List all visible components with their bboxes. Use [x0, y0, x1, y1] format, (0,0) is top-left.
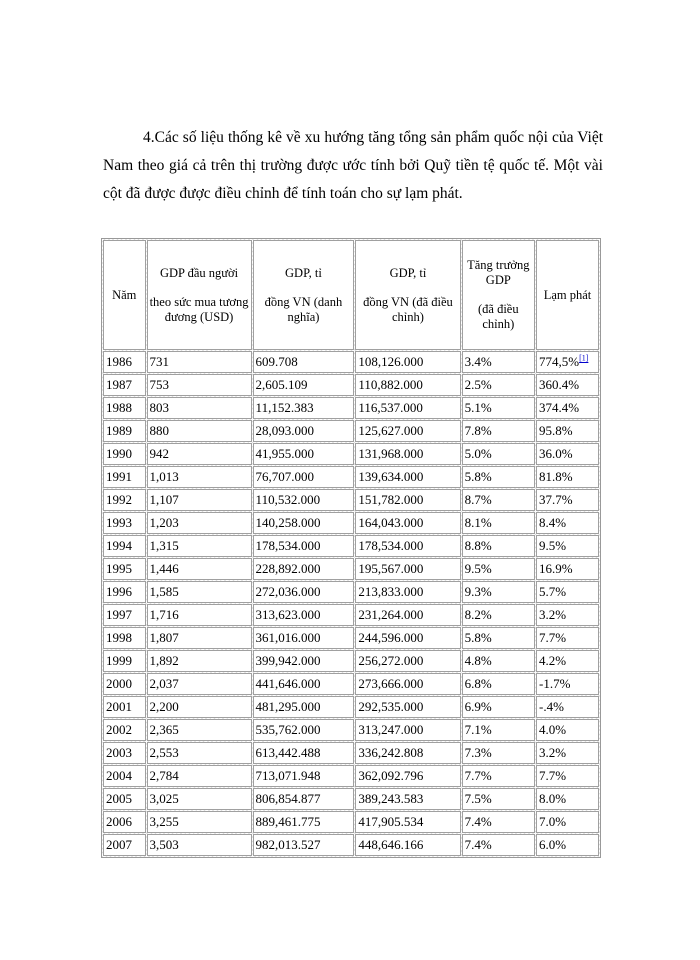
header-gdp-nominal-title: GDP, tỉ: [285, 265, 322, 280]
cell-gdp-growth: 8.2%: [462, 604, 535, 626]
cell-year: 2007: [103, 834, 146, 856]
cell-gdp-nominal: 2,605.109: [253, 374, 355, 396]
header-gdp-per-capita: [147, 240, 252, 350]
cell-inflation: 9.5%: [536, 535, 599, 557]
cell-gdp-nominal: 41,955.000: [253, 443, 355, 465]
cell-year: 1999: [103, 650, 146, 672]
cell-gdp-growth: 7.1%: [462, 719, 535, 741]
cell-year: 1993: [103, 512, 146, 534]
cell-gdp-per-capita: 3,025: [147, 788, 252, 810]
cell-gdp-growth: 7.4%: [462, 811, 535, 833]
table-body: [103, 351, 599, 856]
cell-gdp-growth: 5.1%: [462, 397, 535, 419]
cell-gdp-adjusted: 131,968.000: [355, 443, 460, 465]
cell-gdp-adjusted: 273,666.000: [355, 673, 460, 695]
header-gdp-per-capita-subtitle: theo sức mua tương đương (USD): [149, 294, 249, 324]
cell-gdp-nominal: 361,016.000: [253, 627, 355, 649]
header-gdp-adjusted-title: GDP, tỉ: [389, 265, 427, 280]
cell-gdp-nominal: 110,532.000: [253, 489, 355, 511]
table-row: [103, 420, 599, 442]
table-row: [103, 558, 599, 580]
cell-gdp-nominal: 272,036.000: [253, 581, 355, 603]
cell-gdp-adjusted: 110,882.000: [355, 374, 460, 396]
table-row: [103, 489, 599, 511]
cell-gdp-nominal: 178,534.000: [253, 535, 355, 557]
intro-paragraph: [103, 124, 603, 208]
cell-gdp-growth: 8.7%: [462, 489, 535, 511]
cell-year: 2001: [103, 696, 146, 718]
cell-gdp-adjusted: 362,092.796: [355, 765, 460, 787]
cell-year: 1991: [103, 466, 146, 488]
cell-inflation: 374.4%: [536, 397, 599, 419]
cell-gdp-adjusted: 116,537.000: [355, 397, 460, 419]
header-gdp-per-capita-title: GDP đầu người: [159, 265, 239, 280]
cell-gdp-nominal: 806,854.877: [253, 788, 355, 810]
cell-gdp-per-capita: 2,200: [147, 696, 252, 718]
cell-gdp-per-capita: 1,315: [147, 535, 252, 557]
cell-inflation: -.4%: [536, 696, 599, 718]
cell-gdp-nominal: 613,442.488: [253, 742, 355, 764]
header-gdp-growth: [462, 240, 535, 350]
table-row: [103, 834, 599, 856]
table-row: [103, 466, 599, 488]
table-row: [103, 604, 599, 626]
cell-gdp-per-capita: 1,807: [147, 627, 252, 649]
cell-gdp-growth: 5.8%: [462, 466, 535, 488]
cell-year: 1990: [103, 443, 146, 465]
cell-inflation: 5.7%: [536, 581, 599, 603]
table-row: [103, 351, 599, 373]
header-gdp-adjusted: [355, 240, 460, 350]
table-row: [103, 650, 599, 672]
cell-year: 1996: [103, 581, 146, 603]
cell-inflation: 4.0%: [536, 719, 599, 741]
cell-year: 1998: [103, 627, 146, 649]
header-gdp-growth-subtitle: (đã điều chỉnh): [478, 302, 519, 331]
cell-gdp-adjusted: 336,242.808: [355, 742, 460, 764]
cell-gdp-adjusted: 313,247.000: [355, 719, 460, 741]
cell-gdp-per-capita: 753: [147, 374, 252, 396]
cell-gdp-growth: 6.8%: [462, 673, 535, 695]
cell-gdp-nominal: 76,707.000: [253, 466, 355, 488]
cell-gdp-adjusted: 151,782.000: [355, 489, 460, 511]
cell-year: 2004: [103, 765, 146, 787]
gdp-statistics-table: [101, 238, 601, 858]
cell-year: 2000: [103, 673, 146, 695]
header-gdp-adjusted-subtitle: đồng VN (đã điều chỉnh): [363, 294, 453, 324]
cell-gdp-per-capita: 1,716: [147, 604, 252, 626]
cell-gdp-adjusted: 244,596.000: [355, 627, 460, 649]
table-row: [103, 397, 599, 419]
cell-gdp-per-capita: 1,107: [147, 489, 252, 511]
header-gdp-nominal-subtitle: đồng VN (danh nghĩa): [264, 294, 343, 324]
cell-inflation: 8.0%: [536, 788, 599, 810]
cell-year: 2003: [103, 742, 146, 764]
cell-gdp-adjusted: 389,243.583: [355, 788, 460, 810]
cell-gdp-nominal: 609.708: [253, 351, 355, 373]
table-row: [103, 765, 599, 787]
cell-gdp-growth: 6.9%: [462, 696, 535, 718]
cell-gdp-growth: 2.5%: [462, 374, 535, 396]
cell-gdp-per-capita: 1,585: [147, 581, 252, 603]
table-row: [103, 627, 599, 649]
cell-gdp-adjusted: 139,634.000: [355, 466, 460, 488]
cell-inflation: 4.2%: [536, 650, 599, 672]
header-inflation: Lạm phát: [536, 240, 599, 350]
cell-gdp-adjusted: 231,264.000: [355, 604, 460, 626]
cell-year: 1989: [103, 420, 146, 442]
table-header-row: [103, 240, 599, 350]
cell-inflation: -1.7%: [536, 673, 599, 695]
cell-gdp-per-capita: 2,553: [147, 742, 252, 764]
table-row: [103, 811, 599, 833]
cell-gdp-growth: 3.4%: [462, 351, 535, 373]
cell-year: 1987: [103, 374, 146, 396]
table-row: [103, 788, 599, 810]
cell-year: 1988: [103, 397, 146, 419]
cell-inflation: 3.2%: [536, 742, 599, 764]
cell-gdp-nominal: 399,942.000: [253, 650, 355, 672]
cell-gdp-per-capita: 1,892: [147, 650, 252, 672]
cell-inflation: 37.7%: [536, 489, 599, 511]
cell-gdp-nominal: 713,071.948: [253, 765, 355, 787]
table-row: [103, 443, 599, 465]
cell-gdp-per-capita: 2,784: [147, 765, 252, 787]
cell-gdp-nominal: 28,093.000: [253, 420, 355, 442]
cell-gdp-per-capita: 2,365: [147, 719, 252, 741]
table-row: [103, 535, 599, 557]
cell-gdp-adjusted: 448,646.166: [355, 834, 460, 856]
cell-inflation: 95.8%: [536, 420, 599, 442]
cell-gdp-adjusted: 178,534.000: [355, 535, 460, 557]
cell-inflation: 3.2%: [536, 604, 599, 626]
table-row: [103, 512, 599, 534]
cell-inflation: 81.8%: [536, 466, 599, 488]
cell-gdp-per-capita: 880: [147, 420, 252, 442]
cell-gdp-growth: 9.3%: [462, 581, 535, 603]
table-row: [103, 719, 599, 741]
cell-inflation: 16.9%: [536, 558, 599, 580]
header-year: Năm: [103, 240, 146, 350]
cell-gdp-nominal: 982,013.527: [253, 834, 355, 856]
cell-gdp-nominal: 11,152.383: [253, 397, 355, 419]
cell-gdp-adjusted: 125,627.000: [355, 420, 460, 442]
cell-gdp-per-capita: 2,037: [147, 673, 252, 695]
intro-text: 4.Các số liệu thống kê về xu hướng tăng tổng sản phẩm quốc nội của Việt Nam theo giá cả trên thị trường được ước tính bởi Quỹ tiền tệ quốc tế. Một vài cột đã được được điều chỉnh để tính toán cho sự lạm phát.: [103, 129, 603, 202]
cell-gdp-per-capita: 3,503: [147, 834, 252, 856]
cell-gdp-per-capita: 1,203: [147, 512, 252, 534]
cell-inflation: 774,5%[1]: [536, 351, 599, 373]
cell-gdp-growth: 8.8%: [462, 535, 535, 557]
cell-gdp-nominal: 313,623.000: [253, 604, 355, 626]
cell-gdp-nominal: 441,646.000: [253, 673, 355, 695]
cell-year: 2005: [103, 788, 146, 810]
cell-gdp-growth: 8.1%: [462, 512, 535, 534]
cell-year: 1995: [103, 558, 146, 580]
cell-gdp-nominal: 140,258.000: [253, 512, 355, 534]
cell-gdp-growth: 7.7%: [462, 765, 535, 787]
cell-gdp-growth: 7.4%: [462, 834, 535, 856]
cell-gdp-adjusted: 108,126.000: [355, 351, 460, 373]
cell-gdp-nominal: 889,461.775: [253, 811, 355, 833]
cell-gdp-growth: 5.8%: [462, 627, 535, 649]
cell-inflation: 36.0%: [536, 443, 599, 465]
header-gdp-growth-title: Tăng trưởng GDP: [467, 258, 530, 287]
cell-gdp-growth: 7.8%: [462, 420, 535, 442]
cell-gdp-per-capita: 731: [147, 351, 252, 373]
table-row: [103, 696, 599, 718]
table-row: [103, 673, 599, 695]
table-row: [103, 742, 599, 764]
cell-gdp-nominal: 228,892.000: [253, 558, 355, 580]
cell-inflation: 360.4%: [536, 374, 599, 396]
cell-inflation: 7.0%: [536, 811, 599, 833]
cell-gdp-adjusted: 256,272.000: [355, 650, 460, 672]
cell-year: 1994: [103, 535, 146, 557]
cell-year: 1992: [103, 489, 146, 511]
cell-inflation: 7.7%: [536, 765, 599, 787]
cell-gdp-per-capita: 1,446: [147, 558, 252, 580]
cell-inflation: 7.7%: [536, 627, 599, 649]
cell-gdp-adjusted: 417,905.534: [355, 811, 460, 833]
cell-gdp-growth: 7.3%: [462, 742, 535, 764]
footnote-link[interactable]: [1]: [579, 353, 589, 363]
cell-gdp-adjusted: 164,043.000: [355, 512, 460, 534]
cell-gdp-nominal: 535,762.000: [253, 719, 355, 741]
cell-gdp-growth: 5.0%: [462, 443, 535, 465]
cell-gdp-per-capita: 803: [147, 397, 252, 419]
cell-gdp-adjusted: 213,833.000: [355, 581, 460, 603]
cell-gdp-nominal: 481,295.000: [253, 696, 355, 718]
cell-year: 2002: [103, 719, 146, 741]
cell-year: 2006: [103, 811, 146, 833]
cell-inflation: 6.0%: [536, 834, 599, 856]
cell-year: 1986: [103, 351, 146, 373]
table-row: [103, 581, 599, 603]
cell-inflation: 8.4%: [536, 512, 599, 534]
header-gdp-nominal: [253, 240, 355, 350]
cell-gdp-adjusted: 292,535.000: [355, 696, 460, 718]
cell-gdp-growth: 7.5%: [462, 788, 535, 810]
cell-gdp-per-capita: 3,255: [147, 811, 252, 833]
cell-gdp-per-capita: 942: [147, 443, 252, 465]
cell-gdp-per-capita: 1,013: [147, 466, 252, 488]
cell-gdp-growth: 4.8%: [462, 650, 535, 672]
cell-gdp-growth: 9.5%: [462, 558, 535, 580]
cell-gdp-adjusted: 195,567.000: [355, 558, 460, 580]
table-row: [103, 374, 599, 396]
cell-year: 1997: [103, 604, 146, 626]
